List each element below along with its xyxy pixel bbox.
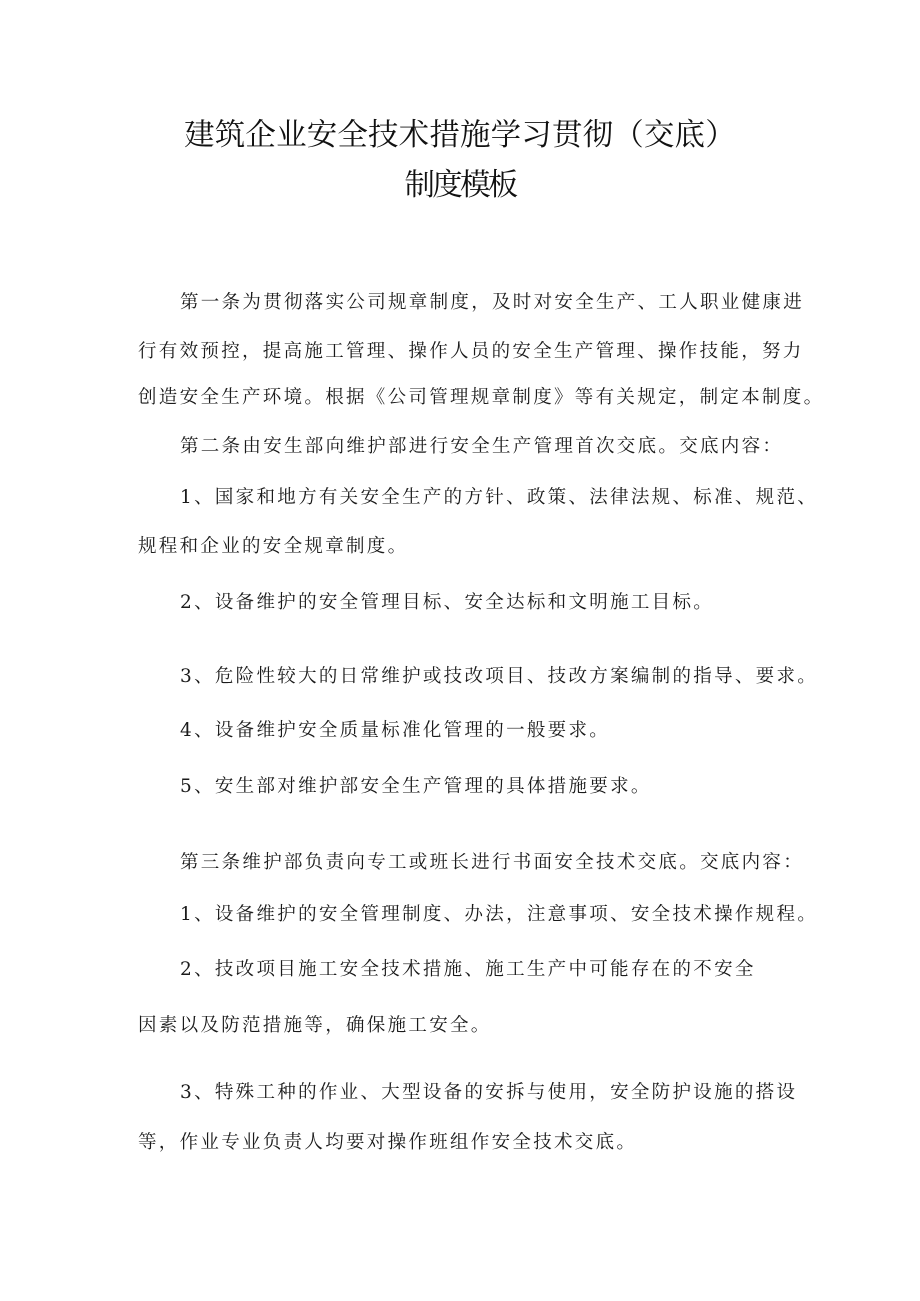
- article-3-heading: 第三条维护部负责向专工或班长进行书面安全技术交底。交底内容：: [180, 852, 805, 873]
- article-2-item-2: 2、设备维护的安全管理目标、安全达标和文明施工目标。: [180, 592, 715, 613]
- article-2-heading: 第二条由安生部向维护部进行安全生产管理首次交底。交底内容：: [180, 436, 784, 457]
- article-3-item-2-line-2: 因素以及防范措施等，确保施工安全。: [138, 1015, 492, 1036]
- article-2-item-1-line-1: 1、国家和地方有关安全生产的方针、政策、法律法规、标准、规范、: [180, 487, 819, 508]
- article-1-line-2: 行有效预控，提高施工管理、操作人员的安全生产管理、操作技能，努力: [138, 341, 804, 362]
- article-3-item-3-line-2: 等，作业专业负责人均要对操作班组作安全技术交底。: [138, 1132, 638, 1153]
- article-2-item-4: 4、设备维护安全质量标准化管理的一般要求。: [180, 720, 611, 741]
- article-1-line-3: 创造安全生产环境。根据《公司管理规章制度》等有关规定，制定本制度。: [138, 387, 825, 408]
- article-2-item-3: 3、危险性较大的日常维护或技改项目、技改方案编制的指导、要求。: [180, 666, 819, 687]
- document-title-line-2: 制度模板: [404, 168, 516, 203]
- article-1-line-1: 第一条为贯彻落实公司规章制度，及时对安全生产、工人职业健康进: [180, 292, 805, 313]
- article-3-item-3-line-1: 3、特殊工种的作业、大型设备的安拆与使用，安全防护设施的搭设: [180, 1082, 798, 1103]
- article-3-item-2-line-1: 2、技改项目施工安全技术措施、施工生产中可能存在的不安全: [180, 959, 756, 980]
- article-2-item-5: 5、安生部对维护部安全生产管理的具体措施要求。: [180, 776, 652, 797]
- article-3-item-1: 1、设备维护的安全管理制度、办法，注意事项、安全技术操作规程。: [180, 904, 819, 925]
- document-title-line-1: 建筑企业安全技术措施学习贯彻（交底）: [184, 118, 736, 153]
- article-2-item-1-line-2: 规程和企业的安全规章制度。: [138, 536, 409, 557]
